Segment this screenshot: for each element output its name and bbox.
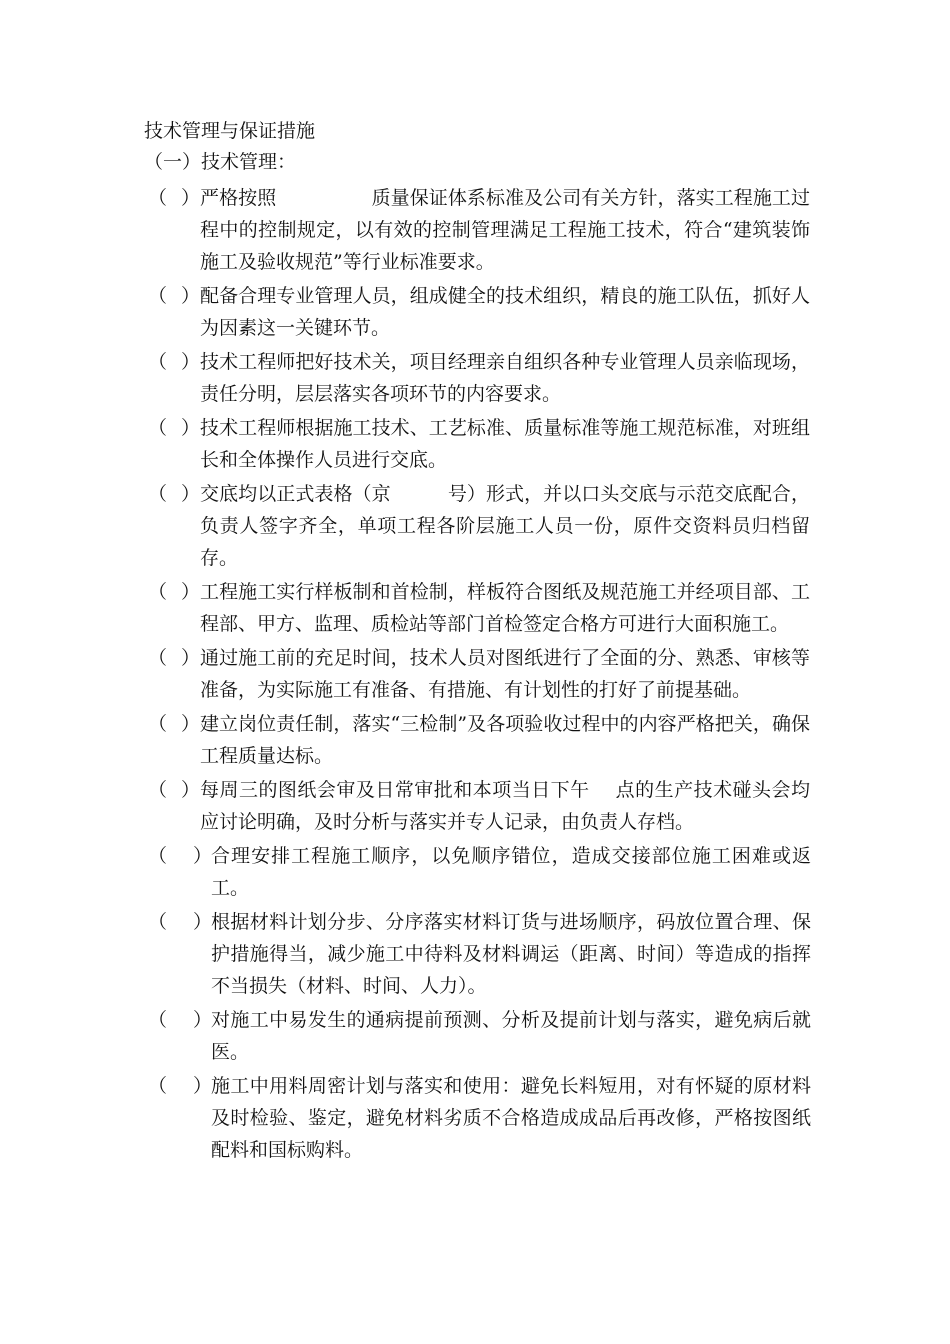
item-marker: （ ） xyxy=(148,845,223,867)
list-item xyxy=(0,906,950,1002)
item-marker: （ ） xyxy=(148,779,205,801)
item-text: 工程施工实行样板制和首检制，样板符合图纸及规范施工并经项目部、工程部、甲方、监理、质检站等部门首检签定合格方可进行大面积施工。 xyxy=(200,581,810,635)
item-text: 根据材料计划分步、分序落实材料订货与进场顺序，码放位置合理、保护措施得当，减少施工中待料及材料调运（距离、时间）等造成的指挥不当损失（材料、时间、人力）。 xyxy=(211,911,811,997)
measure-list xyxy=(0,182,950,1168)
item-text: 建立岗位责任制，落实“三检制”及各项验收过程中的内容严格把关，确保工程质量达标。 xyxy=(200,713,810,767)
list-item xyxy=(0,346,950,410)
item-text: 严格按照 质量保证体系标准及公司有关方针，落实工程施工过程中的控制规定，以有效的控制管理满足工程施工技术，符合“建筑装饰施工及验收规范”等行业标准要求。 xyxy=(200,187,810,273)
list-item xyxy=(0,840,950,904)
list-item xyxy=(0,576,950,640)
item-marker: （ ） xyxy=(148,1075,223,1097)
item-text: 合理安排工程施工顺序，以免顺序错位，造成交接部位施工困难或返工。 xyxy=(211,845,811,899)
section-heading: （一）技术管理： xyxy=(144,151,297,173)
list-item xyxy=(0,774,950,838)
item-marker: （ ） xyxy=(148,351,205,373)
item-text: 交底均以正式表格（京 号）形式，并以口头交底与示范交底配合，负责人签字齐全，单项工程各阶层施工人员一份，原件交资料员归档留存。 xyxy=(200,483,810,569)
item-marker: （ ） xyxy=(148,417,205,439)
item-marker: （ ） xyxy=(148,483,205,505)
item-text: 技术工程师把好技术关，项目经理亲自组织各种专业管理人员亲临现场，责任分明，层层落实各项环节的内容要求。 xyxy=(200,351,810,405)
list-item xyxy=(0,478,950,574)
item-marker: （ ） xyxy=(148,581,205,603)
list-item xyxy=(0,642,950,706)
list-item xyxy=(0,412,950,476)
list-item xyxy=(0,1070,950,1166)
item-marker: （ ） xyxy=(148,187,205,209)
item-text: 技术工程师根据施工技术、工艺标准、质量标准等施工规范标准，对班组长和全体操作人员进行交底。 xyxy=(200,417,810,471)
item-marker: （ ） xyxy=(148,647,205,669)
item-text: 每周三的图纸会审及日常审批和本项当日下午 点的生产技术碰头会均应讨论明确，及时分析与落实并专人记录，由负责人存档。 xyxy=(200,779,810,833)
item-text: 对施工中易发生的通病提前预测、分析及提前计划与落实，避免病后就医。 xyxy=(211,1009,811,1063)
list-item xyxy=(0,280,950,344)
list-item xyxy=(0,1004,950,1068)
item-marker: （ ） xyxy=(148,911,223,933)
item-marker: （ ） xyxy=(148,285,205,307)
item-marker: （ ） xyxy=(148,1009,223,1031)
list-item xyxy=(0,182,950,278)
item-marker: （ ） xyxy=(148,713,205,735)
document-title: 技术管理与保证措施 xyxy=(144,120,316,142)
item-text: 通过施工前的充足时间，技术人员对图纸进行了全面的分、熟悉、审核等准备，为实际施工有准备、有措施、有计划性的打好了前提基础。 xyxy=(200,647,810,701)
item-text: 配备合理专业管理人员，组成健全的技术组织，精良的施工队伍，抓好人为因素这一关键环节。 xyxy=(200,285,810,339)
item-text: 施工中用料周密计划与落实和使用：避免长料短用，对有怀疑的原材料及时检验、鉴定，避免材料劣质不合格造成成品后再改修，严格按图纸配料和国标购料。 xyxy=(211,1075,811,1161)
list-item xyxy=(0,708,950,772)
